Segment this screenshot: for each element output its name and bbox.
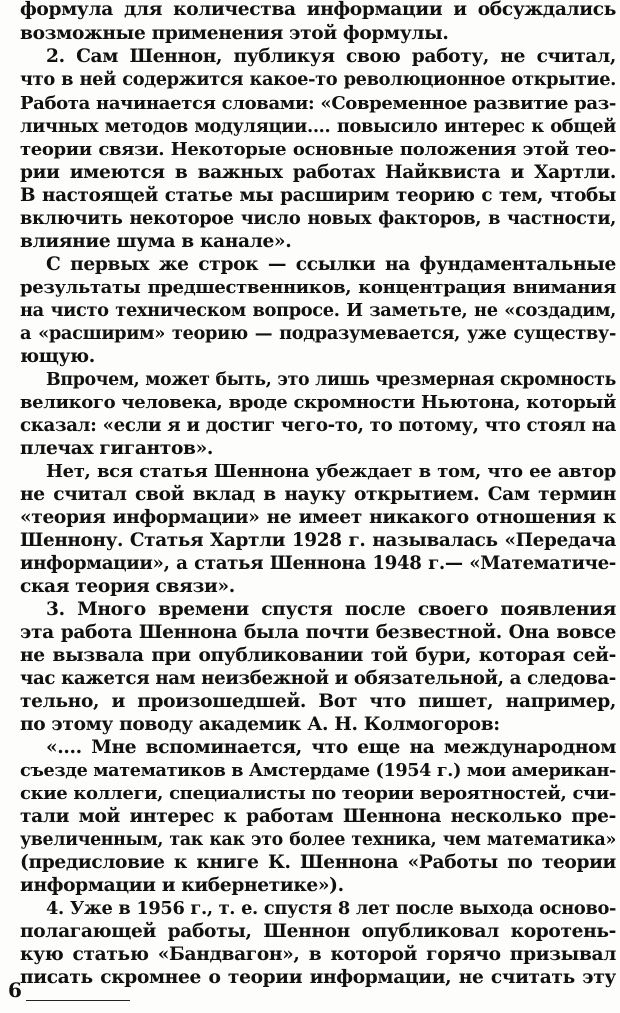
- text-line: полагающей работы, Шеннон опубликовал коротень-: [20, 921, 616, 942]
- text-line: Работа начинается словами: «Современное развитие раз-: [20, 93, 616, 114]
- text-line: Шеннону. Статья Хартли 1928 г. называлась «Передача: [20, 530, 616, 551]
- text-line: не вызвала при опубликовании той бури, которая сей-: [20, 645, 616, 666]
- text-line: съезде математиков в Амстердаме (1954 г.) мои американ-: [20, 760, 616, 781]
- text-line: на чисто техническом вопросе. И заметьте, не «создадим,: [20, 300, 616, 321]
- text-line: ские коллеги, специалисты по теории вероятностей, счи-: [20, 783, 616, 804]
- text-line: великого человека, вроде скромности Ньютона, который: [20, 392, 616, 413]
- text-line: «.... Мне вспоминается, что еще на международном: [46, 737, 616, 758]
- text-line: тельно, и произошедшей. Вот что пишет, например,: [20, 691, 616, 712]
- text-line: влияние шума в канале».: [20, 231, 292, 252]
- text-line: Впрочем, может быть, это лишь чрезмерная скромность: [46, 370, 616, 390]
- text-line: а «расширим» теорию — подразумевается, уже существу-: [20, 323, 616, 344]
- footer-rule: [26, 1000, 130, 1001]
- text-line: не считал свой вклад в науку открытием. Сам термин: [20, 484, 616, 505]
- text-line: плечах гигантов».: [20, 438, 213, 459]
- text-line: С первых же строк — ссылки на фундаментальные: [46, 254, 616, 275]
- text-line: 2. Сам Шеннон, публикуя свою работу, не считал,: [46, 46, 616, 67]
- text-line: эта работа Шеннона была почти безвестной. Она вовсе: [20, 622, 616, 643]
- text-line: сказал: «если я и достиг чего-то, то потому, что стоял на: [20, 415, 616, 436]
- text-line: (предисловие к книге К. Шеннона «Работы по теории: [20, 852, 616, 873]
- text-line: теории связи. Некоторые основные положения этой тео-: [20, 139, 616, 160]
- text-line: личных методов модуляции.... повысило интерес к общей: [20, 116, 616, 137]
- text-line: по этому поводу академик А. Н. Колмогоров:: [20, 714, 500, 735]
- text-line: тали мой интерес к работам Шеннона несколько пре-: [20, 806, 616, 827]
- text-line: В настоящей статье мы расширим теорию с тем, чтобы: [20, 185, 616, 206]
- text-line: «теория информации» не имеет никакого отношения к: [20, 507, 616, 528]
- text-line: увеличенным, так как это более техника, чем математика»: [20, 830, 616, 850]
- text-line: час кажется нам неизбежной и обязательной, а следова-: [20, 668, 616, 689]
- text-line: информации и кибернетике»).: [20, 875, 344, 896]
- text-line: кую статью «Бандвагон», в которой горячо призывал: [20, 944, 616, 965]
- text-line: включить некоторое число новых факторов, в частности,: [20, 208, 616, 229]
- text-line: формула для количества информации и обсуждались: [20, 0, 616, 20]
- text-line: результаты предшественников, концентрация внимания: [20, 277, 616, 298]
- text-line: ющую.: [20, 346, 95, 367]
- text-line: рии имеются в важных работах Найквиста и Хартли.: [20, 162, 616, 183]
- text-line: Нет, вся статья Шеннона убеждает в том, что ее автор: [46, 461, 616, 482]
- text-line: писать скромнее о теории информации, не считать эту: [20, 967, 616, 988]
- text-line: 3. Много времени спустя после своего появления: [46, 599, 616, 620]
- text-line: информации», а статья Шеннона 1948 г.— «Математиче-: [20, 553, 616, 574]
- text-line: ская теория связи».: [20, 576, 235, 597]
- text-line: 4. Уже в 1956 г., т. е. спустя 8 лет после выхода осново-: [46, 898, 616, 919]
- page-number: 6: [8, 978, 22, 1002]
- text-line: возможные применения этой формулы.: [20, 23, 449, 44]
- text-line: что в ней содержится какое-то революционное открытие.: [20, 69, 616, 90]
